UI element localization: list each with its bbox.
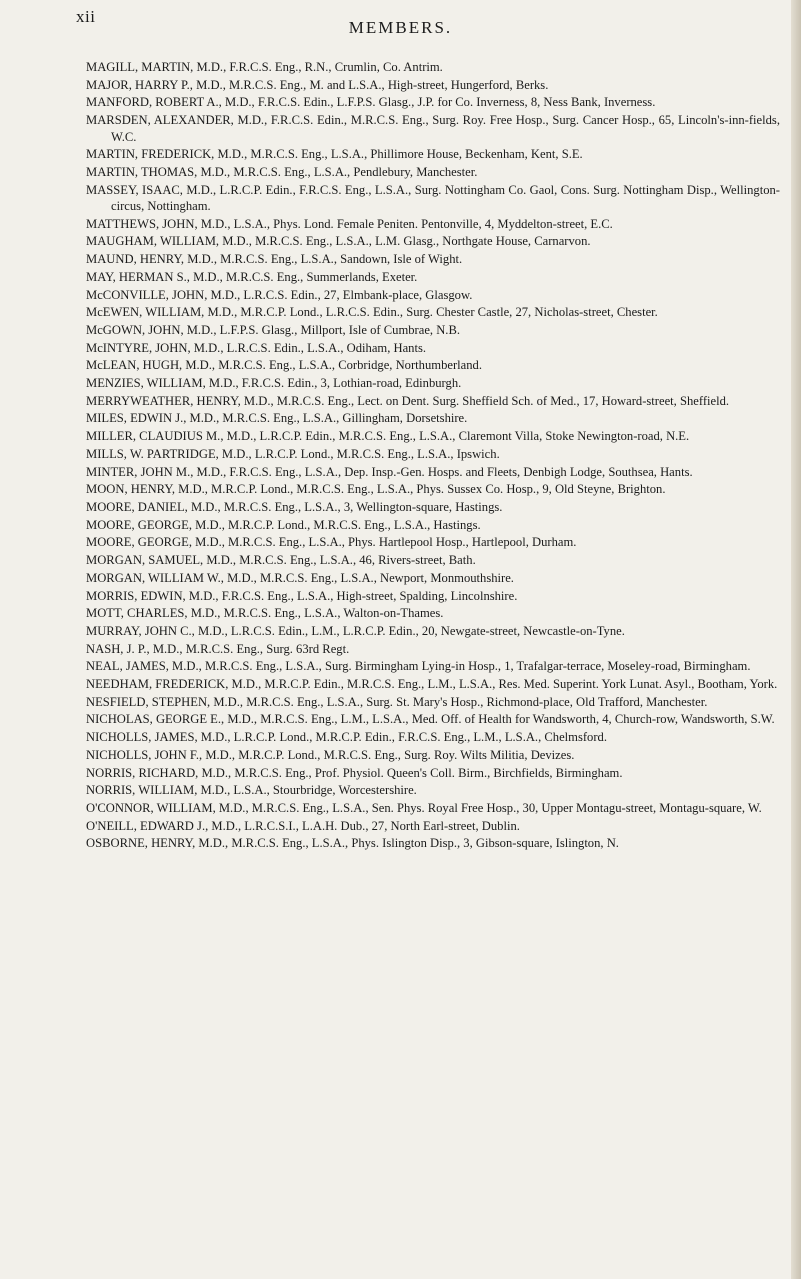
member-entry: NEAL, JAMES, M.D., M.R.C.S. Eng., L.S.A., Surg. Birmingham Lying-in Hosp., 1, Trafalgar-terrace, Moseley-road, Birmingham. [86,659,751,674]
member-entry: McINTYRE, JOHN, M.D., L.R.C.S. Edin., L.S.A., Odiham, Hants. [86,340,427,355]
member-entry: MARTIN, FREDERICK, M.D., M.R.C.S. Eng., L.S.A., Phillimore House, Beckenham, Kent, S.E. [86,147,583,162]
running-head: MEMBERS. [348,18,453,37]
member-entry: MASSEY, ISAAC, M.D., L.R.C.P. Edin., F.R.C.S. Eng., L.S.A., Surg. Nottingham Co. Gaol, Cons. Surg. Nottingham Disp., Wellington-circus, Nottingham. [86,182,780,214]
member-entry: MAGILL, MARTIN, M.D., F.R.C.S. Eng., R.N., Crumlin, Co. Antrim. [86,60,443,74]
member-entry: MANFORD, ROBERT A., M.D., F.R.C.S. Edin., L.F.P.S. Glasg., J.P. for Co. Inverness, 8, Ness Bank, Inverness. [86,95,656,110]
member-entry: MOORE, GEORGE, M.D., M.R.C.S. Eng., L.S.A., Phys. Hartlepool Hosp., Hartlepool, Durham. [86,535,577,550]
member-entry: MURRAY, JOHN C., M.D., L.R.C.S. Edin., L.M., L.R.C.P. Edin., 20, Newgate-street, Newcastle-on-Tyne. [86,623,625,638]
member-entry: OSBORNE, HENRY, M.D., M.R.C.S. Eng., L.S.A., Phys. Islington Disp., 3, Gibson-square, Islington, N. [86,836,619,851]
member-entry: O'NEILL, EDWARD J., M.D., L.R.C.S.I., L.A.H. Dub., 27, North Earl-street, Dublin. [86,818,520,833]
page-number: xii [76,7,96,26]
member-entry: MAUGHAM, WILLIAM, M.D., M.R.C.S. Eng., L.S.A., L.M. Glasg., Northgate House, Carnarvon. [86,234,591,249]
member-entry: NESFIELD, STEPHEN, M.D., M.R.C.S. Eng., L.S.A., Surg. St. Mary's Hosp., Richmond-place, Old Trafford, Manchester. [86,694,708,709]
member-entry: NICHOLAS, GEORGE E., M.D., M.R.C.S. Eng., L.M., L.S.A., Med. Off. of Health for Wandsworth, 4, Church-row, Wandsworth, S.W. [86,712,775,727]
member-entry: NORRIS, WILLIAM, M.D., L.S.A., Stourbridge, Worcestershire. [86,783,417,798]
member-entry: NICHOLLS, JAMES, M.D., L.R.C.P. Lond., M.R.C.P. Edin., F.R.C.S. Eng., L.M., L.S.A., Chelmsford. [86,730,607,745]
member-entry: MILLER, CLAUDIUS M., M.D., L.R.C.P. Edin., M.R.C.S. Eng., L.S.A., Claremont Villa, Stoke Newington-road, N.E. [86,429,690,444]
member-entry: MORGAN, WILLIAM W., M.D., M.R.C.S. Eng., L.S.A., Newport, Monmouthshire. [86,570,514,585]
member-entry: O'CONNOR, WILLIAM, M.D., M.R.C.S. Eng., L.S.A., Sen. Phys. Royal Free Hosp., 30, Upper Montagu-street, Montagu-square, W. [86,800,762,815]
member-entry: MOORE, GEORGE, M.D., M.R.C.P. Lond., M.R.C.S. Eng., L.S.A., Hastings. [86,517,481,532]
member-entry: MAY, HERMAN S., M.D., M.R.C.S. Eng., Summerlands, Exeter. [86,269,418,284]
page-edge [791,0,801,1279]
member-entry: MOTT, CHARLES, M.D., M.R.C.S. Eng., L.S.A., Walton-on-Thames. [86,606,444,621]
member-entry: McCONVILLE, JOHN, M.D., L.R.C.S. Edin., 27, Elmbank-place, Glasgow. [86,287,473,302]
member-entry: McLEAN, HUGH, M.D., M.R.C.S. Eng., L.S.A., Corbridge, Northumberland. [86,358,482,373]
member-entry: MATTHEWS, JOHN, M.D., L.S.A., Phys. Lond. Female Peniten. Pentonville, 4, Myddelton-street, E.C. [86,216,613,231]
member-entry: MAUND, HENRY, M.D., M.R.C.S. Eng., L.S.A., Sandown, Isle of Wight. [86,252,463,267]
member-entry: MOON, HENRY, M.D., M.R.C.P. Lond., M.R.C.S. Eng., L.S.A., Phys. Sussex Co. Hosp., 9, Old Steyne, Brighton. [86,482,666,497]
member-entry: NORRIS, RICHARD, M.D., M.R.C.S. Eng., Prof. Physiol. Queen's Coll. Birm., Birchfields, Birmingham. [86,765,623,780]
member-entry: NASH, J. P., M.D., M.R.C.S. Eng., Surg. 63rd Regt. [86,641,350,656]
member-entry: MAJOR, HARRY P., M.D., M.R.C.S. Eng., M. and L.S.A., High-street, Hungerford, Berks. [86,77,549,92]
member-entry: NICHOLLS, JOHN F., M.D., M.R.C.P. Lond., M.R.C.S. Eng., Surg. Roy. Wilts Militia, Devizes. [86,747,575,762]
member-entry: MORRIS, EDWIN, M.D., F.R.C.S. Eng., L.S.A., High-street, Spalding, Lincolnshire. [86,588,518,603]
member-entry: MORGAN, SAMUEL, M.D., M.R.C.S. Eng., L.S.A., 46, Rivers-street, Bath. [86,553,476,568]
member-entry: MOORE, DANIEL, M.D., M.R.C.S. Eng., L.S.A., 3, Wellington-square, Hastings. [86,499,503,514]
member-entry: MARSDEN, ALEXANDER, M.D., F.R.C.S. Edin., M.R.C.S. Eng., Surg. Roy. Free Hosp., Surg. Cancer Hosp., 65, Lincoln's-inn-fields, W.C. [86,113,780,144]
member-entry: MILLS, W. PARTRIDGE, M.D., L.R.C.P. Lond., M.R.C.S. Eng., L.S.A., Ipswich. [86,446,500,461]
member-entry: NEEDHAM, FREDERICK, M.D., M.R.C.P. Edin., M.R.C.S. Eng., L.M., L.S.A., Res. Med. Superint. York Lunat. Asyl., Bootham, York. [86,677,778,692]
member-entry: MERRYWEATHER, HENRY, M.D., M.R.C.S. Eng., Lect. on Dent. Surg. Sheffield Sch. of Med., 17, Howard-street, Sheffield. [86,393,730,408]
member-entry: MILES, EDWIN J., M.D., M.R.C.S. Eng., L.S.A., Gillingham, Dorsetshire. [86,411,468,426]
member-entry: McEWEN, WILLIAM, M.D., M.R.C.P. Lond., L.R.C.S. Edin., Surg. Chester Castle, 27, Nicholas-street, Chester. [86,305,658,320]
members-list [86,59,780,853]
member-entry: MARTIN, THOMAS, M.D., M.R.C.S. Eng., L.S.A., Pendlebury, Manchester. [86,164,478,179]
member-entry: MENZIES, WILLIAM, M.D., F.R.C.S. Edin., 3, Lothian-road, Edinburgh. [86,376,462,391]
member-entry: MINTER, JOHN M., M.D., F.R.C.S. Eng., L.S.A., Dep. Insp.-Gen. Hosps. and Fleets, Denbigh Lodge, Southsea, Hants. [86,464,693,479]
member-entry: McGOWN, JOHN, M.D., L.F.P.S. Glasg., Millport, Isle of Cumbrae, N.B. [86,322,460,337]
